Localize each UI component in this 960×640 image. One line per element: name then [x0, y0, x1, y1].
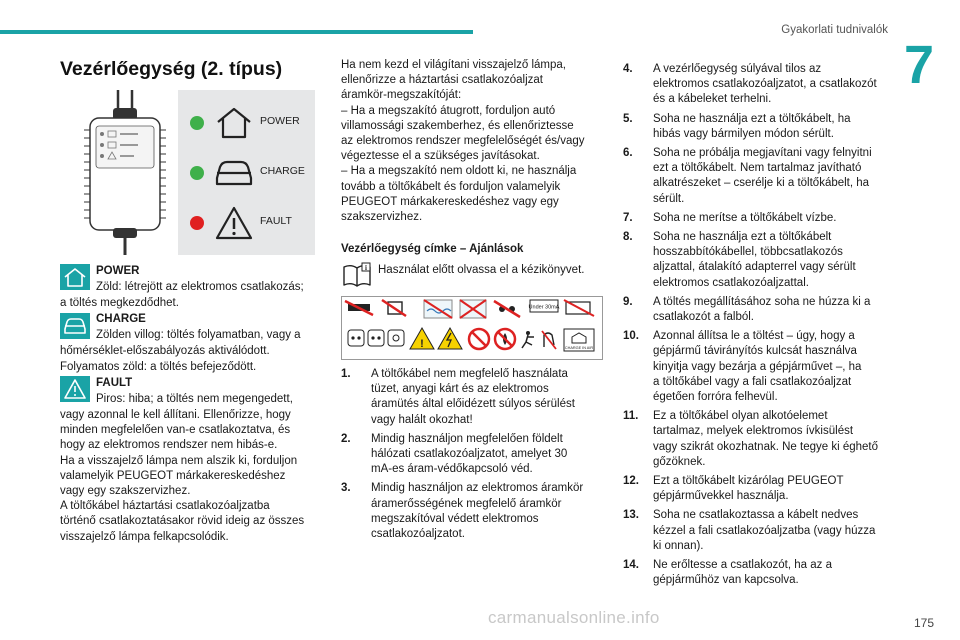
no-adapter-icon: [382, 300, 406, 316]
legend-fault-line: történő csatlakoztatásakor rövid ideig az összes: [60, 515, 305, 528]
list-item-line: gépjárművekkel használja.: [653, 490, 789, 503]
text-line: áramkör-megszakítóját:: [341, 89, 462, 102]
list-item: [623, 146, 893, 207]
list-item-line: csatlakozóaljzatot.: [371, 528, 465, 541]
grounded-socket-icon: [368, 330, 384, 346]
legend-charge-line1: Zölden villog: töltés folyamatban, vagy a: [96, 329, 301, 341]
car-icon: [214, 155, 254, 191]
panel-label-charge: CHARGE: [260, 165, 305, 177]
warning-triangle-icon: [214, 205, 254, 241]
power-led: [190, 116, 204, 130]
list-item-line: tüzet, anyagi kárt és az elektromos: [371, 383, 549, 396]
indicator-panel: [178, 90, 315, 255]
list-item-line: hibás vagy bármilyen módon sérült.: [653, 127, 834, 140]
legend-charge-line2: hőmérséklet-előszabályozás aktiválódott.: [60, 345, 270, 357]
list-item: [623, 295, 893, 325]
list-item-line: ki onnan).: [653, 539, 704, 552]
warning-label-pictograms: [342, 297, 602, 359]
legend-fault-line: A töltőkábel háztartási csatlakozóaljzatba: [60, 500, 270, 513]
open-book-icon: [341, 262, 373, 288]
list-item-line: Soha ne próbálja megjavítani vagy felnyitni: [653, 147, 872, 160]
warnings-list-part1: [341, 367, 601, 546]
list-item-line: áramerősségének megfelelő áramkör: [371, 497, 562, 510]
text-line: az elektromos rendszer megfelelőségét és/vagy: [341, 135, 585, 148]
list-item-line: a töltőkábel vagy a fali csatlakozóaljzat: [653, 375, 852, 388]
list-item-line: elektromos csatlakozóaljzatot, a csatlakozót: [653, 78, 877, 91]
list-item: [623, 112, 893, 142]
list-item-line: Soha ne használja ezt a töltőkábelt, ha: [653, 112, 851, 125]
list-item-line: gőzöknek.: [653, 455, 706, 468]
list-item-number: 8.: [623, 231, 633, 244]
page-number: 175: [913, 616, 934, 630]
panel-label-power: POWER: [260, 115, 300, 127]
list-item-line: sérült.: [653, 192, 685, 205]
no-wet-icon: [424, 300, 452, 318]
list-item-number: 7.: [623, 211, 633, 224]
list-item-line: tartalmaz, melyek elektromos ívkisülést: [653, 425, 854, 438]
panel-row-power: [178, 103, 315, 143]
list-item: [623, 230, 893, 291]
list-item-line: Azonnal állítsa le a töltést – úgy, hogy a: [653, 330, 855, 343]
text-line: Ha nem kezd el világítani visszajelző lámpa,: [341, 59, 566, 71]
general-warning-icon: [410, 328, 434, 350]
text-line: tovább a töltőkábelt és forduljon valamelyik: [341, 180, 561, 193]
legend-power-line2: a töltés megkezdődhet.: [60, 297, 179, 309]
list-item-line: megszakítóval védett elektromos: [371, 512, 539, 525]
list-item-line: A töltőkábel nem megfelelő használata: [371, 368, 568, 380]
list-item: [623, 409, 893, 470]
no-wet-hands-icon: [542, 331, 556, 349]
control-unit-warning-label: [341, 296, 603, 360]
list-item-line: aljzattal, átalakító adapterrel vagy sérült: [653, 261, 856, 274]
svg-text:Under 30mA: Under 30mA: [528, 304, 560, 311]
list-item: [623, 558, 893, 588]
list-item-number: 10.: [623, 330, 639, 343]
legend-charge-title: CHARGE: [96, 313, 146, 325]
list-item: [341, 367, 601, 428]
text-line: villamossági szakemberhez, és ellenőriztesse: [341, 119, 574, 132]
grounded-socket-icon: [348, 330, 364, 346]
socket-with-breaker-icon: [388, 330, 404, 346]
no-fire-icon: [495, 329, 515, 349]
list-item-line: A vezérlőegység súlyával tilos az: [653, 63, 822, 75]
list-item: [623, 62, 893, 108]
list-item-number: 3.: [341, 482, 351, 495]
list-item-number: 4.: [623, 63, 633, 75]
fault-legend-warning-icon: [60, 376, 90, 402]
text-line: szakszervizhez.: [341, 211, 423, 224]
list-item-line: gépjármű távirányítós kulcsát használva: [653, 345, 857, 358]
charge-in-air-icon: [564, 329, 594, 351]
legend-charge-line3: Folyamatos zöld: a töltés befejeződött.: [60, 361, 257, 373]
chapter-number: 7: [903, 35, 934, 95]
list-item-line: alkatrészeket – cserélje ki a töltőkábelt, ha: [653, 177, 870, 190]
house-icon: [214, 105, 254, 141]
charge-led: [190, 166, 204, 180]
legend-fault-line: Ha a visszajelző lámpa nem alszik ki, forduljon: [60, 454, 298, 467]
legend-fault-body: [60, 408, 320, 545]
list-item-number: 5.: [623, 112, 633, 125]
list-item-line: Soha ne csatlakoztassa a kábelt nedves: [653, 509, 859, 522]
list-item-line: Soha ne merítse a töltőkábelt vízbe.: [653, 211, 837, 224]
list-item-number: 13.: [623, 509, 639, 522]
text-line: ellenőrizze a háztartási csatlakozóaljzat: [341, 74, 543, 87]
text-line: PEUGEOT márkakereskedéshez vagy egy: [341, 195, 559, 208]
section-title: Gyakorlati tudnivalók: [781, 24, 888, 36]
list-item-number: 2.: [341, 432, 351, 445]
list-item-line: és a kábeleket terhelni.: [653, 93, 772, 106]
list-item-line: kinyitja vagy bezárja a gépjárművet –, ha: [653, 360, 862, 373]
no-repair-icon: [469, 329, 489, 349]
list-item-number: 9.: [623, 295, 633, 308]
under-30ma-badge: [529, 300, 560, 312]
panel-row-charge: [178, 153, 315, 193]
list-item-line: hosszabbítókábellel, többcsatlakozós: [653, 246, 843, 259]
list-item: [623, 211, 893, 226]
warnings-list-part2: [623, 62, 893, 593]
no-multi-socket-icon: [494, 301, 520, 317]
electric-shock-warning-icon: [438, 328, 462, 349]
list-item: [341, 481, 601, 542]
list-item-line: vagy halált okozhat!: [371, 413, 473, 426]
list-item-line: áramütés által előidézett súlyos sérülést: [371, 398, 575, 411]
breaker-instructions: [341, 58, 601, 225]
list-item: [341, 432, 601, 478]
list-item-line: égetően forróra felhevül.: [653, 391, 778, 404]
list-item-line: kézzel a fali csatlakozóaljzatba (vagy húzza: [653, 524, 876, 537]
legend-fault-line: minden megfelelően van-e csatlakoztatva, és: [60, 424, 291, 437]
list-item-line: Ezt a töltőkábelt kizárólag PEUGEOT: [653, 475, 844, 488]
legend-fault-line: vagy azonnal le kell állítani. Ellenőrizze, hogy: [60, 409, 291, 421]
panel-label-fault: FAULT: [260, 215, 292, 227]
no-unplug-icon: [564, 300, 594, 316]
list-item-line: gépjárműhöz van kapcsolva.: [653, 574, 799, 587]
charge-legend-car-icon: [60, 313, 90, 339]
list-item-number: 11.: [623, 410, 639, 423]
list-item-line: Ne erőltesse a csatlakozót, ha az a: [653, 559, 832, 572]
list-item: [623, 474, 893, 504]
header-accent-bar: [0, 30, 473, 34]
text-line: – Ha a megszakító átugrott, forduljon autó: [341, 104, 556, 117]
legend-fault-line: vagy egy szakszervizhez.: [60, 485, 191, 498]
no-submerge-icon: [460, 300, 486, 318]
list-item: [623, 508, 893, 554]
fault-led: [190, 216, 204, 230]
list-item: [623, 329, 893, 405]
trip-hazard-icon: [522, 331, 534, 348]
list-item-line: elektromos csatlakozóaljzattal.: [653, 276, 809, 289]
power-legend-house-icon: [60, 264, 90, 290]
legend-fault-line1: Piros: hiba; a töltés nem megengedett,: [96, 393, 293, 405]
page-title: Vezérlőegység (2. típus): [60, 58, 283, 80]
list-item-line: mA-es áram-védőkapcsoló véd.: [371, 463, 533, 476]
list-item-line: ezt a töltőkábelt. Nem tartalmaz javítható: [653, 162, 862, 175]
label-recommendations-heading: Vezérlőegység címke – Ajánlások: [341, 243, 524, 255]
list-item-line: Mindig használjon megfelelően földelt: [371, 432, 563, 445]
list-item-line: hálózati csatlakozóaljzatot, amelyet 30: [371, 448, 568, 461]
list-item-line: Soha ne használja ezt a töltőkábelt: [653, 231, 832, 244]
list-item-line: csatlakozót a falból.: [653, 311, 755, 324]
svg-text:!: !: [420, 338, 424, 350]
watermark: carmanualsonline.info: [488, 608, 660, 627]
list-item-number: 12.: [623, 475, 639, 488]
list-item-number: 6.: [623, 147, 633, 160]
legend-fault-title: FAULT: [96, 377, 133, 389]
list-item-number: 14.: [623, 559, 639, 572]
legend-power-line1: Zöld: létrejött az elektromos csatlakozás;: [96, 281, 304, 293]
legend-power-title: POWER: [96, 265, 140, 277]
legend-fault-line: visszajelző lámpa felkapcsolódik.: [60, 530, 229, 543]
panel-row-fault: [178, 203, 315, 243]
list-item-line: Ez a töltőkábel olyan alkotóelemet: [653, 410, 828, 423]
list-item-line: A töltés megállításához soha ne húzza ki a: [653, 295, 871, 308]
read-manual-note: Használat előtt olvassa el a kézikönyvet.: [378, 264, 585, 276]
svg-text:CHARGE IN AIR: CHARGE IN AIR: [564, 346, 594, 350]
text-line: végeztesse el a szükséges javításokat.: [341, 150, 540, 163]
control-unit-illustration: [80, 90, 170, 255]
svg-text:i: i: [365, 264, 367, 272]
text-line: – Ha a megszakító nem oldott ki, ne használja: [341, 165, 577, 178]
legend-fault-line: valamelyik PEUGEOT márkakereskedéshez: [60, 469, 286, 482]
list-item-line: vagy szikrát okozhatnak. Ne tegye ki éghető: [653, 440, 879, 453]
legend-fault-line: hogy az elektromos rendszer nem hibás-e.: [60, 439, 278, 452]
list-item-line: Mindig használjon az elektromos áramkör: [371, 482, 584, 495]
no-extension-cord-icon: [345, 301, 373, 315]
list-item-number: 1.: [341, 368, 351, 380]
